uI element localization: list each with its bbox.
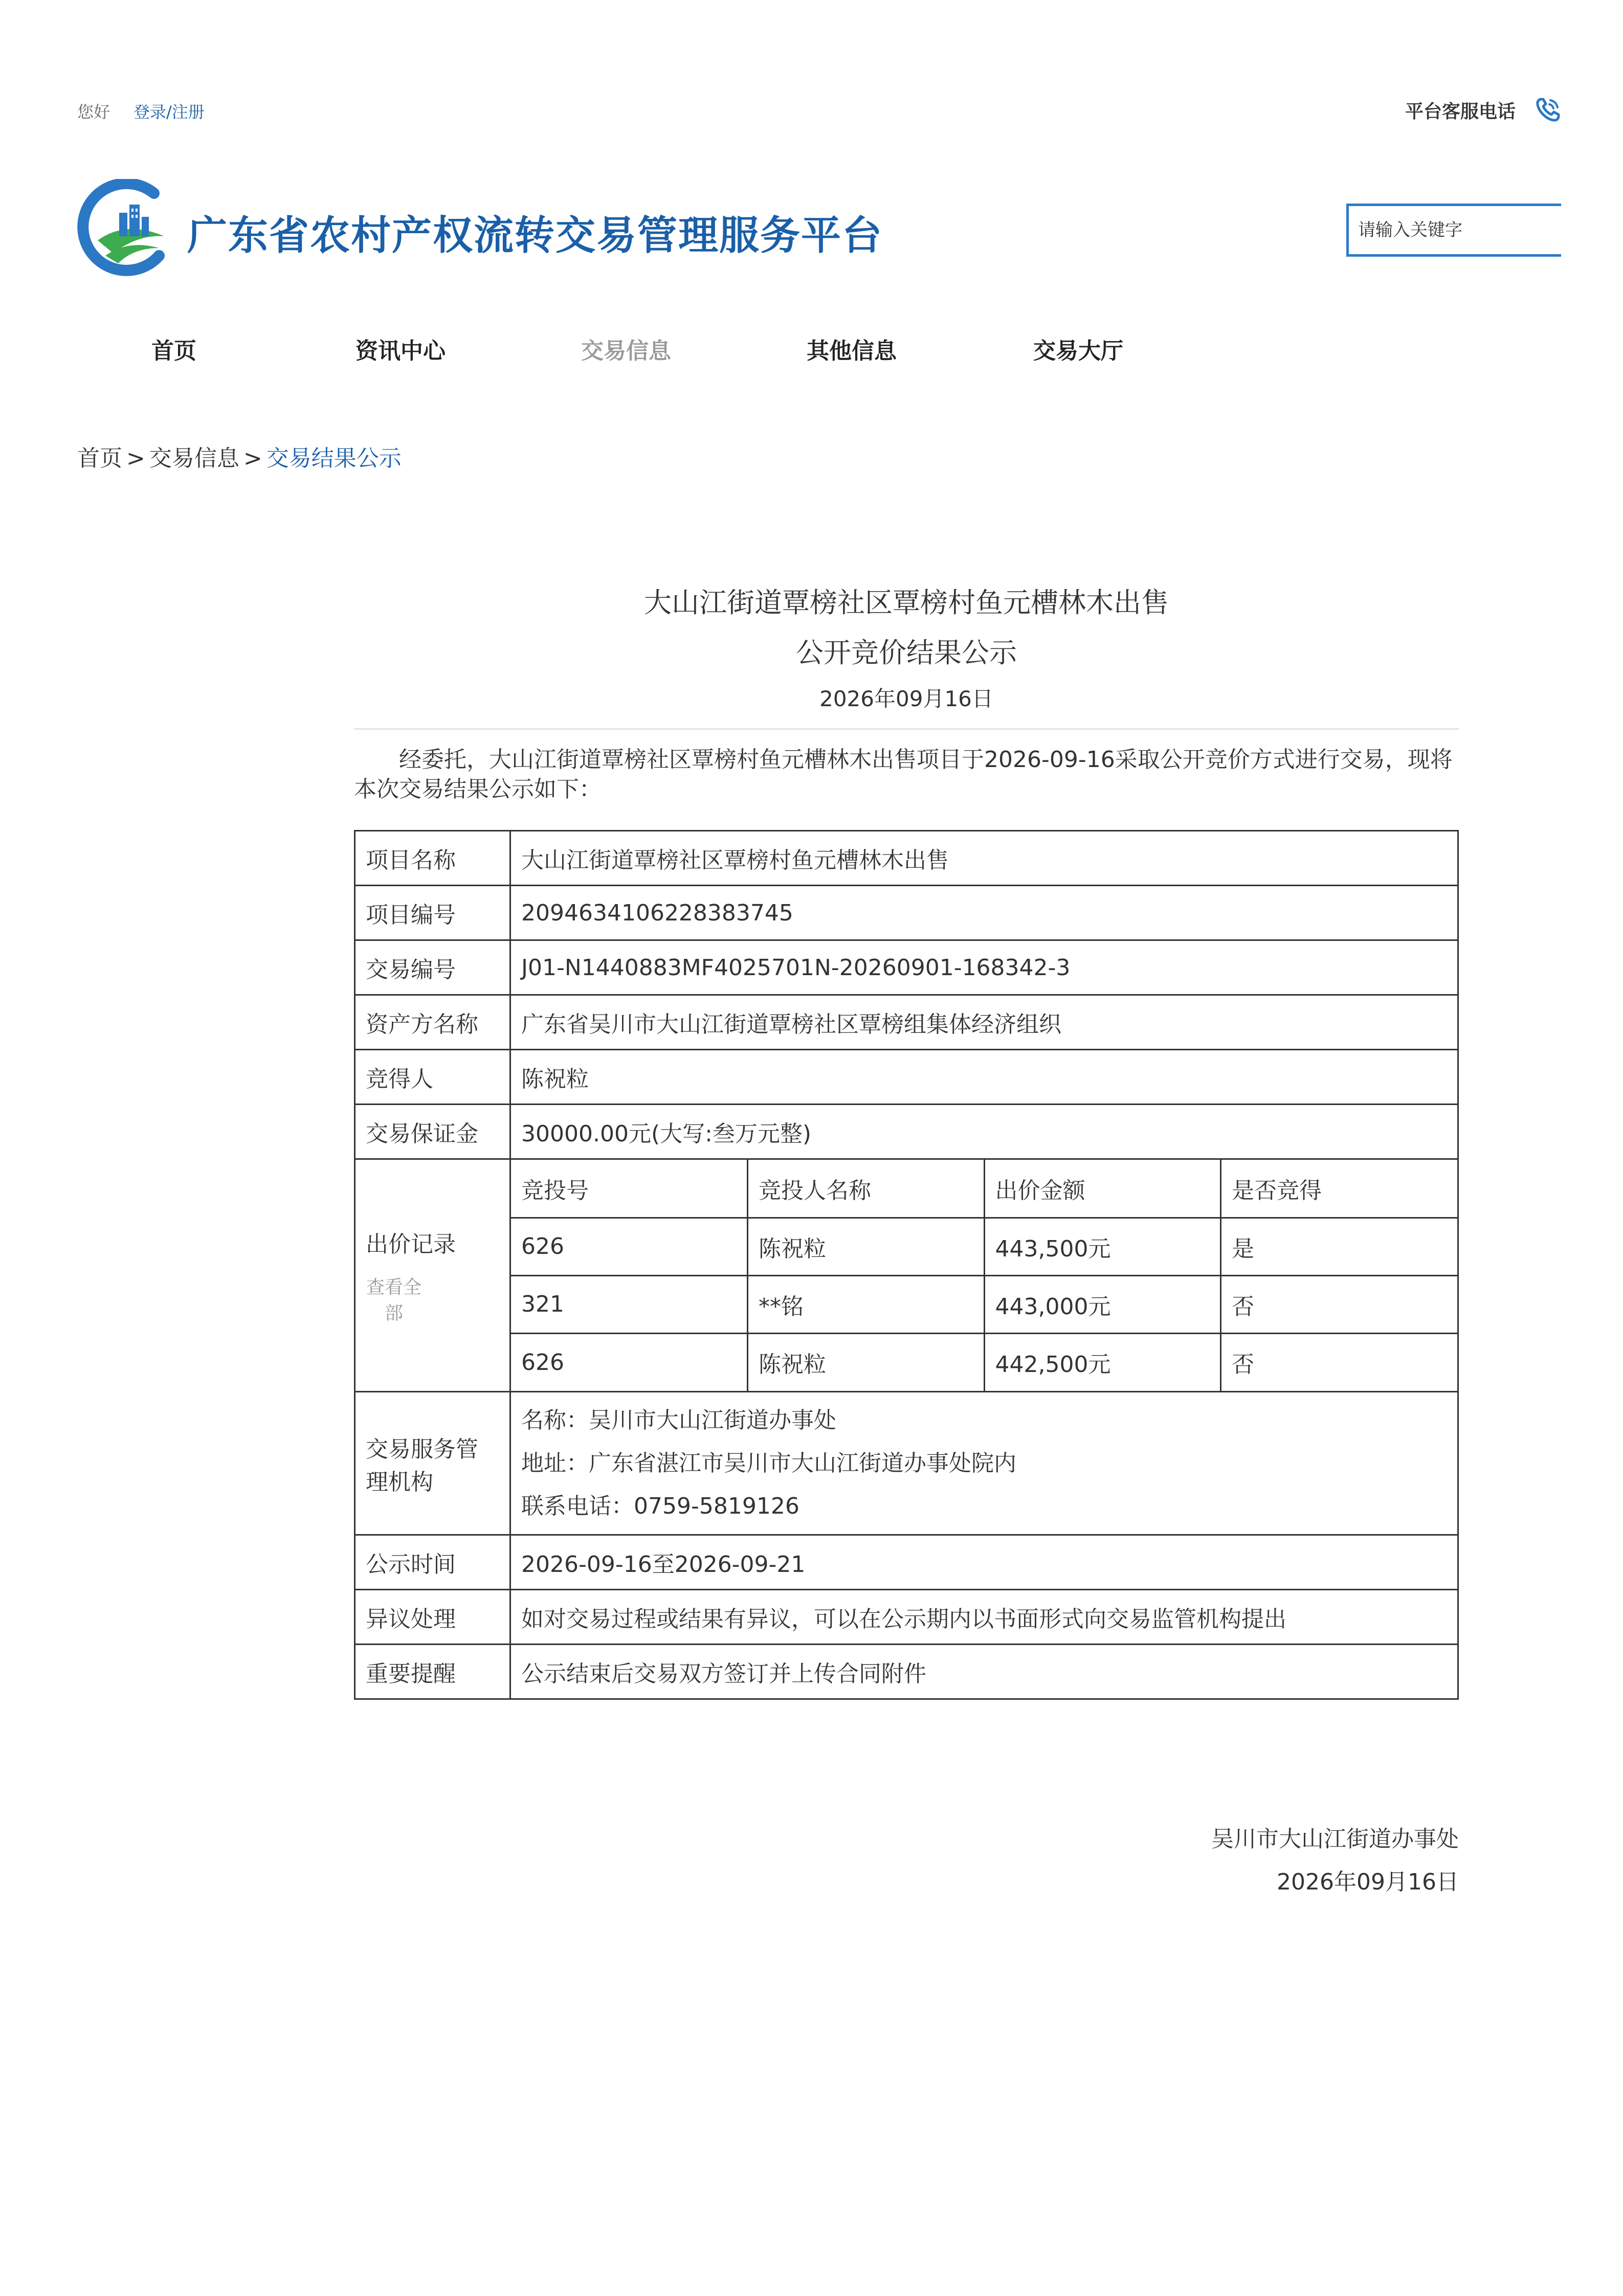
platform-logo-icon[interactable] — [77, 179, 174, 276]
bidder-name: 陈祝粒 — [748, 1333, 985, 1391]
row-value: 广东省吴川市大山江街道覃榜社区覃榜组集体经济组织 — [510, 995, 1458, 1050]
row-value: 如对交易过程或结果有异议，可以在公示期内以书面形式向交易监管机构提出 — [510, 1590, 1458, 1645]
signature-block — [1211, 1818, 1459, 1904]
bidder-name: **铭 — [748, 1275, 985, 1333]
bidder-name: 陈祝粒 — [748, 1218, 985, 1275]
table-row — [355, 995, 1458, 1050]
row-label: 项目名称 — [355, 831, 510, 886]
row-value: 陈祝粒 — [510, 1050, 1458, 1105]
row-label: 异议处理 — [355, 1590, 510, 1645]
breadcrumb-home[interactable]: 首页 — [77, 445, 122, 471]
notice-title-line2: 公开竞价结果公示 — [796, 637, 1017, 669]
row-value: J01-N1440883MF4025701N-20260901-168342-3 — [510, 940, 1458, 995]
result-table — [354, 830, 1459, 1700]
bid-amount: 443,500元 — [984, 1218, 1221, 1275]
row-label: 交易保证金 — [355, 1105, 510, 1159]
table-row — [355, 1535, 1458, 1590]
breadcrumb-trade-info[interactable]: 交易信息 — [149, 445, 239, 471]
nav-home[interactable]: 首页 — [151, 338, 196, 364]
bid-records-row — [355, 1159, 1458, 1392]
bid-won: 否 — [1221, 1275, 1458, 1333]
bid-number: 626 — [511, 1218, 748, 1275]
top-bar — [77, 96, 1562, 122]
agency-phone: 联系电话：0759-5819126 — [521, 1493, 799, 1519]
table-row — [355, 940, 1458, 995]
site-header — [77, 179, 1562, 281]
table-row — [355, 1105, 1458, 1159]
bid-records-label-cell — [355, 1159, 510, 1392]
bid-header: 是否竞得 — [1221, 1160, 1458, 1218]
bid-number: 626 — [511, 1333, 748, 1391]
breadcrumb-current: 交易结果公示 — [266, 445, 402, 471]
nav-news-center[interactable]: 资讯中心 — [355, 338, 446, 364]
bid-won: 否 — [1232, 1352, 1254, 1378]
row-value: 大山江街道覃榜社区覃榜村鱼元槽林木出售 — [510, 831, 1458, 886]
nav-other-info[interactable]: 其他信息 — [807, 338, 897, 364]
row-value: 30000.00元(大写:叁万元整) — [510, 1105, 1458, 1159]
nav-trade-info[interactable]: 交易信息 — [581, 338, 671, 364]
table-row — [355, 886, 1458, 940]
bid-records-label: 出价记录 — [366, 1231, 456, 1257]
nav-trading-hall[interactable]: 交易大厅 — [1033, 338, 1123, 364]
row-label: 竞得人 — [355, 1050, 510, 1105]
bid-number: 321 — [511, 1275, 748, 1333]
hotline — [1405, 96, 1562, 124]
agency-row — [355, 1392, 1458, 1535]
agency-address: 地址：广东省湛江市吴川市大山江街道办事处院内 — [521, 1450, 1016, 1476]
notice-title — [354, 578, 1459, 678]
bid-header: 竞投号 — [511, 1160, 748, 1218]
bid-header-row — [511, 1160, 1457, 1218]
bid-row — [511, 1333, 1457, 1391]
notice-document — [354, 578, 1459, 1700]
row-value: 2026-09-16至2026-09-21 — [510, 1535, 1458, 1590]
row-label: 项目编号 — [355, 886, 510, 940]
table-row — [355, 1050, 1458, 1105]
bid-amount: 443,000元 — [984, 1275, 1221, 1333]
row-label: 公示时间 — [355, 1535, 510, 1590]
bid-header: 竞投人名称 — [748, 1160, 985, 1218]
breadcrumb-separator: > — [243, 445, 262, 471]
row-label: 资产方名称 — [355, 995, 510, 1050]
bid-row — [511, 1275, 1457, 1333]
notice-intro: 经委托，大山江街道覃榜社区覃榜村鱼元槽林木出售项目于2026-09-16采取公开竞价方式进行交易，现将本次交易结果公示如下： — [354, 747, 1453, 802]
divider — [354, 728, 1459, 730]
bid-header: 出价金额 — [984, 1160, 1221, 1218]
login-register-link[interactable]: 登录/注册 — [134, 102, 205, 122]
row-value: 2094634106228383745 — [510, 886, 1458, 940]
main-nav — [77, 332, 1562, 363]
notice-title-line1: 大山江街道覃榜社区覃榜村鱼元槽林木出售 — [644, 587, 1169, 619]
bid-records-cell — [510, 1159, 1458, 1392]
agency-name: 名称：吴川市大山江街道办事处 — [521, 1407, 836, 1433]
breadcrumb-separator: > — [126, 445, 145, 471]
signature-date: 2026年09月16日 — [1277, 1869, 1459, 1895]
greeting-text: 您好 — [77, 102, 110, 122]
breadcrumb — [77, 440, 402, 472]
table-row — [355, 1590, 1458, 1645]
bid-row — [511, 1218, 1457, 1275]
hotline-label: 平台客服电话 — [1405, 101, 1516, 122]
row-label: 重要提醒 — [355, 1645, 510, 1699]
phone-icon[interactable] — [1534, 96, 1562, 124]
row-label: 交易编号 — [355, 940, 510, 995]
notice-date: 2026年09月16日 — [819, 686, 993, 711]
search-input[interactable] — [1346, 204, 1561, 257]
table-row — [355, 831, 1458, 886]
table-row — [355, 1645, 1458, 1699]
view-all-link[interactable]: 查看全部 — [366, 1277, 421, 1324]
bid-records-table — [511, 1160, 1457, 1391]
signature-org: 吴川市大山江街道办事处 — [1211, 1826, 1459, 1852]
agency-cell — [510, 1392, 1458, 1535]
row-label: 交易服务管理机构 — [355, 1392, 510, 1535]
bid-amount: 442,500元 — [984, 1333, 1221, 1391]
site-title: 广东省农村产权流转交易管理服务平台 — [187, 213, 883, 259]
row-value: 公示结束后交易双方签订并上传合同附件 — [510, 1645, 1458, 1699]
bid-won: 是 — [1221, 1218, 1458, 1275]
